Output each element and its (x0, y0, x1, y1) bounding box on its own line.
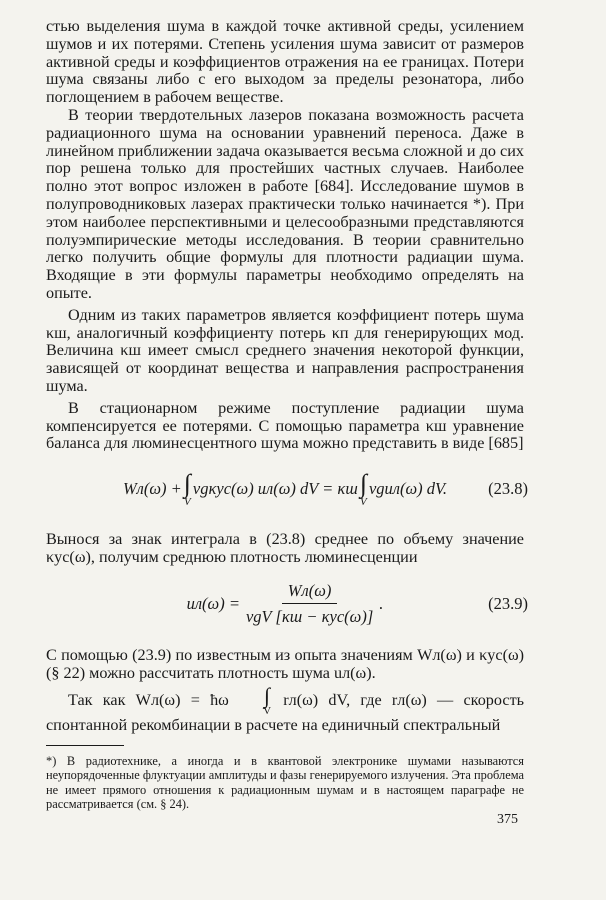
equation-number: (23.9) (488, 593, 528, 613)
equation-lhs: uл(ω) = (186, 593, 240, 613)
integral-limit: V (263, 705, 272, 718)
integral-sign: ∫ V (359, 468, 367, 508)
paragraph-6: С помощью (23.9) по известным из опыта значениям Wл(ω) и κус(ω) (§ 22) можно рассчитать плотность шума uл(ω). (46, 645, 524, 682)
integral-limit: V (183, 495, 191, 508)
equation-lhs: Wл(ω) + (122, 479, 182, 499)
integral-limit: V (360, 495, 367, 508)
paragraph-7-start: Так как Wл(ω) = ħω (68, 691, 229, 710)
paragraph-5: Вынося за знак интеграла в (23.8) среднее по объему значение κус(ω), получим среднюю плотность люминесценции (46, 530, 524, 566)
paragraph-7 (46, 683, 525, 735)
equation-tail: . (379, 593, 384, 613)
equation-number: (23.8) (488, 479, 528, 499)
paragraph-4: В стационарном режиме поступление радиации шума компенсируется ее потерями. С помощью параметра κш уравнение баланса для люминесцентного шума можно представить в виде [685] (46, 398, 524, 453)
page-body (46, 17, 528, 811)
paragraph-7-rest: где rл(ω) — скорость спонтанной рекомбинации в расчете на единичный спектральный (46, 691, 525, 735)
fraction-denominator: vgV [κш − κус(ω)] (245, 606, 374, 626)
paragraph-1: стью выделения шума в каждой точке активной среды, усилением шумов и их потерями. Степень усиления шума зависит от размеров активной среды и коэффициентов отражения на ее границах. Потери шума связаны либо с его выходом за пределы резонатора, либо поглощением в рабочем веществе. (46, 17, 524, 107)
footnote-rule (46, 745, 124, 746)
integral-sign: ∫ V (241, 686, 271, 717)
equation-integrand: vguл(ω) dV. (368, 479, 448, 499)
paragraph-7-integrand: rл(ω) dV, (283, 691, 351, 710)
footnote: *) В радиотехнике, а иногда и в квантовой электронике шумами называются неупорядоченные флуктуации амплитуды и фазы генерируемого излучения. Эта проблема не имеет прямого отношения к радиационным шумам и в настоящем параграфе не рассматривается (см. § 24). (46, 754, 524, 811)
equation-integrand: vgκус(ω) uл(ω) dV = κш (192, 479, 358, 499)
fraction-numerator: Wл(ω) (282, 581, 338, 604)
paragraph-3: Одним из таких параметров является коэффициент потерь шума κш, аналогичный коэффициенту потерь κп для генерирующих мод. Величина κш имеет смысл среднего значения некоторой функции, зависящей от координат вещества и направления распространения шума. (46, 305, 524, 395)
fraction (246, 581, 373, 627)
page-number: 375 (497, 812, 518, 827)
equation-23-8 (46, 463, 528, 515)
equation-23-9 (46, 575, 528, 633)
integral-sign: ∫ V (183, 468, 191, 508)
paragraph-2: В теории твердотельных лазеров показана возможность расчета радиационного шума на основании уравнений переноса. Даже в линейном приближении задача оказывается весьма сложной и до сих пор решена только для простейших частных случаев. Наиболее полно этот вопрос изложен в работе [684]. Исследование шумов в полупроводниковых лазерах практически только начинается *). При этом наиболее перспективными и целесообразными представляются полуэмпирические методы исследования. В теории сравнительно легко получить общие формулы для плотности радиации шума. Входящие в эти формулы параметры необходимо определять на опыте. (46, 105, 524, 302)
